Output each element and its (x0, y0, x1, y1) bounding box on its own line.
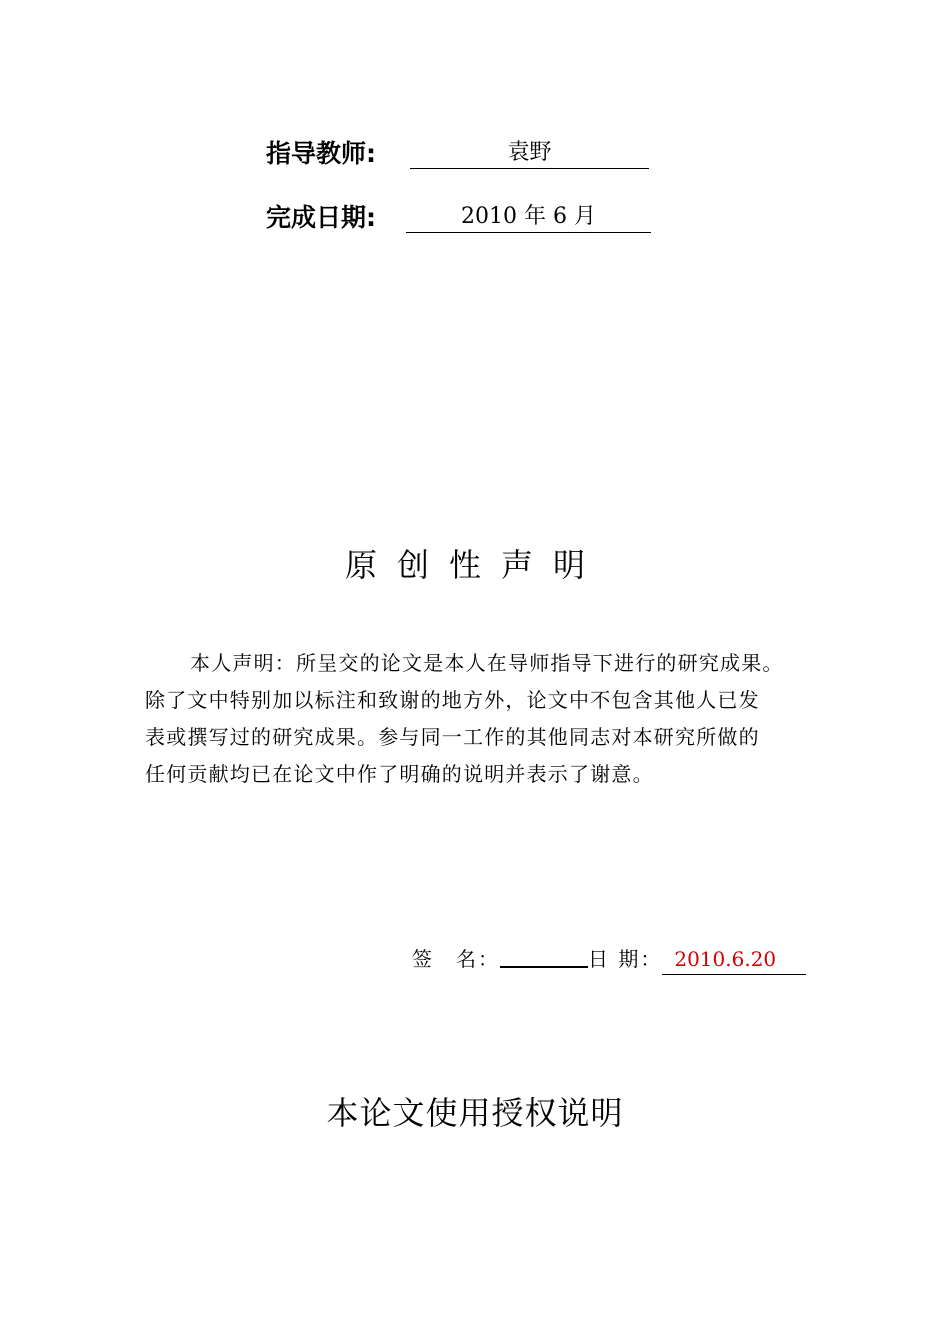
completion-date-value: 2010 年 6 月 (406, 202, 651, 233)
signature-blank (500, 944, 588, 968)
advisor-name: 袁野 (410, 138, 649, 169)
authorization-title: 本论文使用授权说明 (326, 1094, 624, 1132)
declaration-body (145, 645, 835, 793)
signature-date-value: 2010.6.20 (662, 944, 806, 975)
advisor-row (266, 132, 552, 172)
signature-label: 签 名： (412, 947, 500, 971)
advisor-label: 指导教师: (266, 139, 376, 168)
declaration-line: 本人声明：所呈交的论文是本人在导师指导下进行的研究成果。 (190, 651, 784, 675)
declaration-line: 任何贡献均已在论文中作了明确的说明并表示了谢意。 (145, 762, 654, 786)
signature-date-label: 日 期： (588, 947, 663, 971)
declaration-line: 表或撰写过的研究成果。参与同一工作的其他同志对本研究所做的 (145, 725, 760, 749)
signature-row (412, 944, 806, 975)
completion-date-row (266, 196, 596, 236)
originality-declaration-title: 原创性声明 (344, 546, 605, 584)
completion-date-label: 完成日期: (266, 203, 376, 232)
declaration-line: 除了文中特别加以标注和致谢的地方外，论文中不包含其他人已发 (145, 688, 760, 712)
